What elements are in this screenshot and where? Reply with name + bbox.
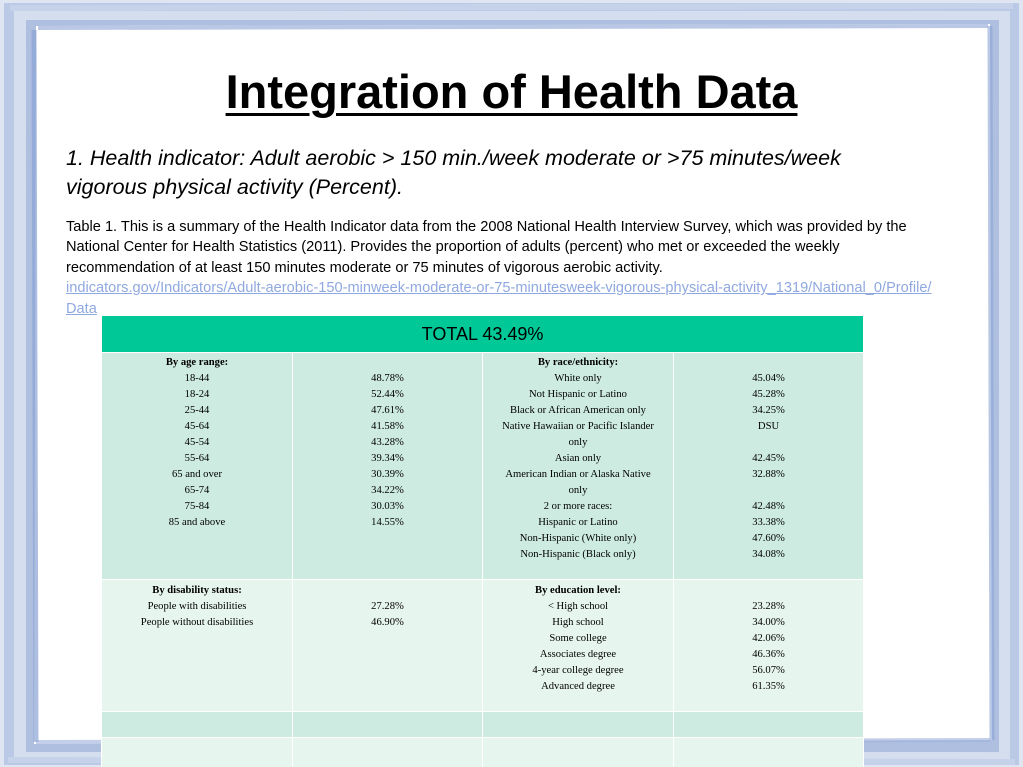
education-labels-cell	[483, 580, 674, 712]
cell-line: 46.90%	[371, 617, 404, 628]
empty-cell	[293, 738, 483, 767]
table-row	[102, 738, 864, 767]
cell-line: People without disabilities	[140, 617, 254, 628]
empty-cell	[293, 712, 483, 738]
age-values-cell	[293, 353, 483, 580]
cell-line: 45-54	[184, 437, 210, 448]
cell-line: 47.60%	[752, 533, 785, 544]
cell-line: 34.08%	[752, 549, 785, 560]
cell-line: 45-64	[184, 421, 210, 432]
cell-line: White only	[554, 373, 602, 384]
cell-line: 47.61%	[371, 405, 404, 416]
age-labels-cell	[102, 353, 293, 580]
cell-line: 23.28%	[752, 601, 785, 612]
cell-line: 41.58%	[371, 421, 404, 432]
health-indicator-text: 1. Health indicator: Adult aerobic > 150 min./week moderate or >75 minutes/week vigorous physical activity (Percent).	[66, 146, 841, 199]
empty-cell	[674, 738, 864, 767]
cell-line: only	[568, 437, 588, 448]
cell-line: 34.22%	[371, 485, 404, 496]
disability-values-cell	[293, 580, 483, 712]
race-values	[674, 371, 863, 563]
table-row	[102, 353, 864, 580]
cell-line: 34.00%	[752, 617, 785, 628]
cell-line: 4-year college degree	[532, 665, 624, 676]
cell-line: 14.55%	[371, 517, 404, 528]
disability-values	[293, 599, 482, 631]
source-link[interactable]: indicators.gov/Indicators/Adult-aerobic-150-minweek-moderate-or-75-minutesweek-vigorous-physical-activity_1319/National_0/Profile/Data	[66, 280, 932, 317]
cell-line: 32.88%	[752, 469, 785, 480]
total-cell: TOTAL 43.49%	[102, 316, 864, 353]
cell-line: Black or African American only	[510, 405, 646, 416]
cell-line: 39.34%	[371, 453, 404, 464]
description-text: Table 1. This is a summary of the Health Indicator data from the 2008 National Health Interview Survey, which was provided by the National Center for Health Statistics (2011). Provides the proportion of adults (percent) who met or exceeded the weekly recommendation of at least 150 minutes moderate or 75 minutes of vigorous aerobic activity.	[66, 219, 907, 276]
cell-line: Non-Hispanic (Black only)	[520, 549, 636, 560]
age-values	[293, 371, 482, 531]
education-heading: By education level:	[535, 585, 621, 596]
cell-line: Non-Hispanic (White only)	[519, 533, 637, 544]
cell-line: 30.39%	[371, 469, 404, 480]
race-labels-cell	[483, 353, 674, 580]
race-values-cell	[674, 353, 864, 580]
age-labels	[102, 371, 292, 531]
disability-labels	[102, 599, 292, 631]
cell-line: People with disabilities	[147, 601, 247, 612]
cell-line: 65 and over	[171, 469, 222, 480]
cell-line: Associates degree	[539, 649, 617, 660]
cell-line: Native Hawaiian or Pacific Islander	[502, 421, 654, 432]
health-data-table	[101, 315, 864, 767]
cell-line: 45.28%	[752, 389, 785, 400]
table-header-row	[102, 316, 864, 353]
cell-line: 27.28%	[371, 601, 404, 612]
slide-title: Integration of Health Data	[225, 65, 798, 118]
cell-line: 52.44%	[371, 389, 404, 400]
cell-line: 18-24	[184, 389, 210, 400]
cell-line: 65-74	[184, 485, 210, 496]
cell-line: 85 and above	[168, 517, 226, 528]
age-heading: By age range:	[165, 357, 229, 368]
cell-line: 45.04%	[752, 373, 785, 384]
cell-line	[674, 483, 863, 499]
education-values	[674, 599, 863, 695]
cell-line: 25-44	[184, 405, 210, 416]
cell-line: 2 or more races:	[543, 501, 613, 512]
cell-line: only	[568, 485, 588, 496]
table-description	[66, 217, 936, 319]
cell-line: < High school	[547, 601, 609, 612]
cell-line: 56.07%	[752, 665, 785, 676]
cell-line: 42.45%	[752, 453, 785, 464]
empty-cell	[102, 712, 293, 738]
cell-line	[674, 435, 863, 451]
cell-line: Hispanic or Latino	[538, 517, 618, 528]
cell-line: 61.35%	[752, 681, 785, 692]
cell-line: 42.06%	[752, 633, 785, 644]
empty-cell	[674, 712, 864, 738]
cell-line: Advanced degree	[541, 681, 615, 692]
cell-line: 33.38%	[752, 517, 785, 528]
cell-line: High school	[552, 617, 604, 628]
table-row	[102, 580, 864, 712]
cell-line: DSU	[757, 421, 780, 432]
empty-cell	[483, 712, 674, 738]
race-labels	[483, 371, 673, 563]
disability-heading: By disability status:	[152, 585, 242, 596]
cell-line: 42.48%	[752, 501, 785, 512]
empty-cell	[102, 738, 293, 767]
education-labels	[483, 599, 673, 695]
cell-line: 18-44	[184, 373, 210, 384]
disability-labels-cell	[102, 580, 293, 712]
cell-line: 75-84	[184, 501, 210, 512]
cell-line: Asian only	[554, 453, 602, 464]
cell-line: 30.03%	[371, 501, 404, 512]
cell-line: 34.25%	[752, 405, 785, 416]
cell-line: Not Hispanic or Latino	[529, 389, 627, 400]
empty-cell	[483, 738, 674, 767]
cell-line: 46.36%	[752, 649, 785, 660]
education-values-cell	[674, 580, 864, 712]
table-row	[102, 712, 864, 738]
race-heading: By race/ethnicity:	[537, 357, 619, 368]
cell-line: Some college	[549, 633, 607, 644]
cell-line: 48.78%	[371, 373, 404, 384]
cell-line: 55-64	[184, 453, 210, 464]
cell-line: American Indian or Alaska Native	[505, 469, 651, 480]
cell-line: 43.28%	[371, 437, 404, 448]
